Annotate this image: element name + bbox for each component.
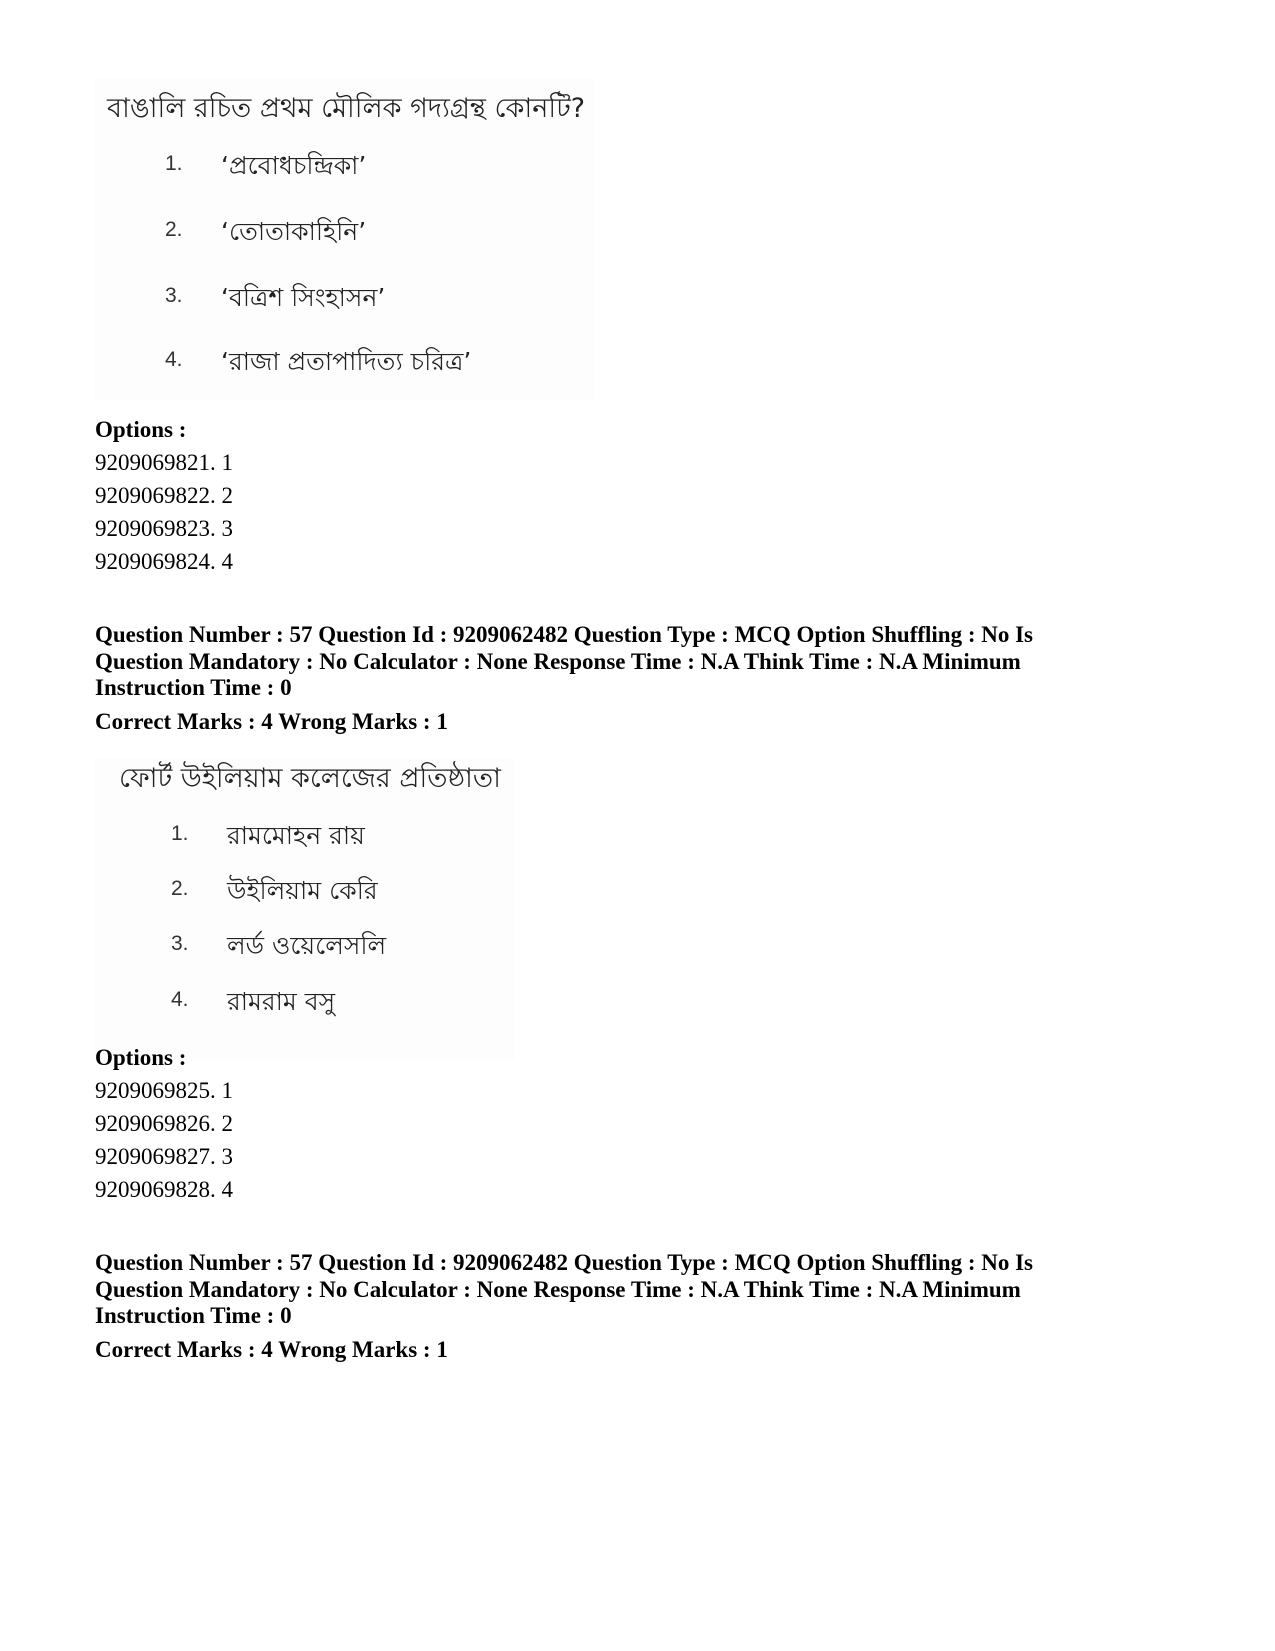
- question-stem: ফোর্ট উইলিয়াম কলেজের প্রতিষ্ঠাতা: [119, 763, 501, 794]
- choice-text: ‘প্রবোধচন্দ্রিকা’: [221, 151, 367, 180]
- choice-number: 4.: [165, 348, 183, 371]
- marks-line: Correct Marks : 4 Wrong Marks : 1: [95, 1337, 448, 1362]
- choice-number: 1.: [171, 822, 189, 845]
- choice-number: 2.: [171, 877, 189, 900]
- choice-number: 1.: [165, 152, 183, 175]
- question-stem: বাঙালি রচিত প্রথম মৌলিক গদ্যগ্রন্থ কোনটি?: [107, 93, 586, 124]
- choice-text: রামমোহন রায়: [227, 821, 365, 850]
- option-line: 9209069825. 1: [95, 1078, 233, 1103]
- choice-text: ‘বত্রিশ সিংহাসন’: [221, 283, 386, 312]
- options-heading: Options :: [95, 1045, 187, 1070]
- choice-number: 4.: [171, 988, 189, 1011]
- choice-text: রামরাম বসু: [227, 987, 336, 1016]
- choice-text: ‘রাজা প্রতাপাদিত্য চরিত্র’: [221, 347, 472, 376]
- option-line: 9209069826. 2: [95, 1111, 233, 1136]
- choice-text: লর্ড ওয়েলেসলি: [227, 931, 387, 960]
- option-line: 9209069828. 4: [95, 1177, 233, 1202]
- question-image: [95, 758, 515, 1060]
- choice-text: ‘তোতাকাহিনি’: [221, 217, 367, 246]
- option-line: 9209069827. 3: [95, 1144, 233, 1169]
- option-line: 9209069823. 3: [95, 516, 233, 541]
- option-line: 9209069821. 1: [95, 450, 233, 475]
- choice-number: 3.: [165, 284, 183, 307]
- question-image: [95, 78, 595, 400]
- option-line: 9209069822. 2: [95, 483, 233, 508]
- choice-number: 3.: [171, 932, 189, 955]
- choice-text: উইলিয়াম কেরি: [227, 876, 378, 905]
- marks-line: Correct Marks : 4 Wrong Marks : 1: [95, 709, 448, 734]
- options-heading: Options :: [95, 417, 187, 442]
- question-meta: Question Number : 57 Question Id : 9209062482 Question Type : MCQ Option Shuffling : No Is Question Mandatory : No Calculator : None Response Time : N.A Think Time : N.A Minimum Instruction Time : 0: [95, 622, 1034, 700]
- option-line: 9209069824. 4: [95, 549, 233, 574]
- choice-number: 2.: [165, 218, 183, 241]
- question-meta: Question Number : 57 Question Id : 9209062482 Question Type : MCQ Option Shuffling : No Is Question Mandatory : No Calculator : None Response Time : N.A Think Time : N.A Minimum Instruction Time : 0: [95, 1250, 1034, 1328]
